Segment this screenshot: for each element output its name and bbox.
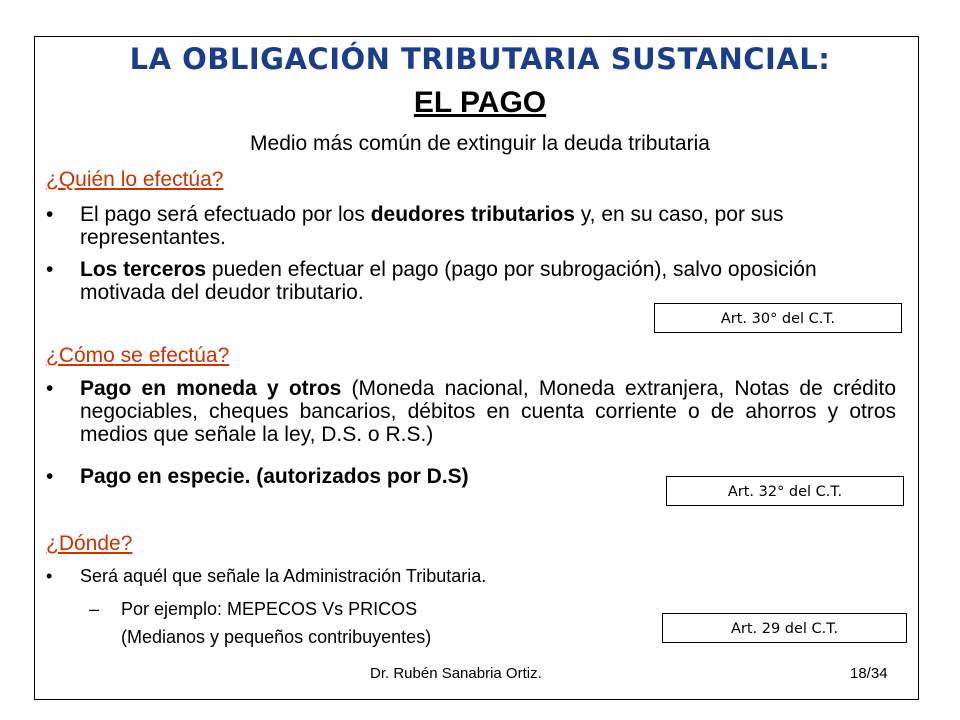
bullet-moneda: • Pago en moneda y otros (Moneda nacional, Moneda extranjera, Notas de crédito negociables, cheques bancarios, débitos en cuenta corriente o de ahorros y otros medios que señale la ley, D.S. o R.S.) [46, 377, 896, 446]
bullet-donde: • Será aquél que señale la Administración Tributaria. [46, 566, 487, 586]
sub-bullet-ejemplo: Por ejemplo: MEPECOS Vs PRICOS [121, 599, 418, 619]
heading-donde: ¿Dónde? [46, 532, 133, 555]
heading-como: ¿Cómo se efectúa? [46, 344, 230, 367]
bullet-marker: • [46, 258, 54, 281]
ref-art-32: Art. 32° del C.T. [666, 476, 904, 506]
bullet-terceros: • Los terceros pueden efectuar el pago (pago por subrogación), salvo oposición motivada del deudor tributario. [46, 258, 817, 304]
ref-art-30: Art. 30° del C.T. [654, 303, 902, 333]
sub-bullet-mepecos: (Medianos y pequeños contribuyentes) [121, 627, 432, 647]
bullet-marker: • [46, 203, 54, 226]
bullet-especie: • Pago en especie. (autorizados por D.S) [46, 465, 469, 488]
sub-bullet-dash: – [89, 599, 100, 619]
footer-page-number: 18/34 [850, 665, 888, 682]
bullet-marker: • [46, 566, 53, 586]
heading-quien: ¿Quién lo efectúa? [46, 168, 224, 191]
slide-title: LA OBLIGACIÓN TRIBUTARIA SUSTANCIAL: [129, 42, 831, 76]
slide-subtitle: EL PAGO [413, 86, 547, 119]
bullet-marker: • [46, 465, 54, 488]
footer-author: Dr. Rubén Sanabria Ortiz. [370, 665, 542, 682]
lead-text: Medio más común de extinguir la deuda tributaria [250, 132, 710, 155]
bullet-deudores: • El pago será efectuado por los deudores tributarios y, en su caso, por sus representantes. [46, 203, 784, 249]
ref-art-29: Art. 29 del C.T. [662, 613, 907, 643]
bullet-marker: • [46, 377, 54, 400]
